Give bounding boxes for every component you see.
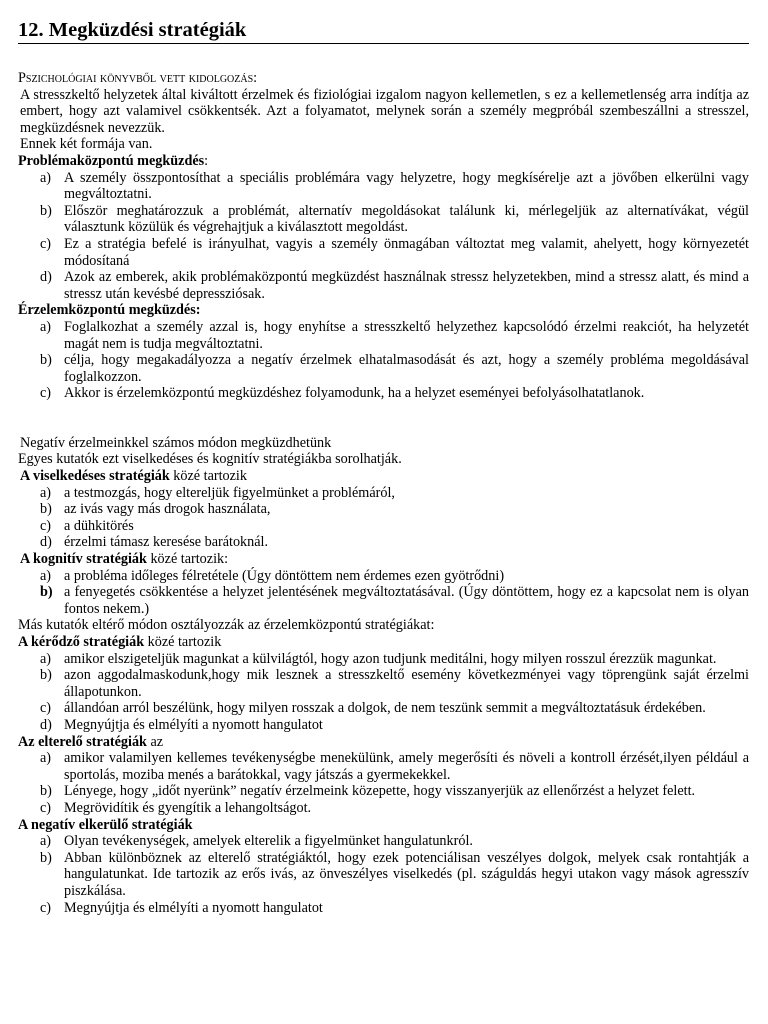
cognitive-heading: A kognitív stratégiák bbox=[20, 551, 147, 568]
list-label: c) bbox=[40, 385, 52, 402]
list-label: a) bbox=[40, 169, 52, 186]
other-researchers-sentence: Más kutatók eltérő módon osztályozzák az érzelemközpontú stratégiákat: bbox=[18, 617, 435, 634]
list-label: b) bbox=[40, 783, 52, 800]
list-label: b) bbox=[40, 202, 52, 219]
list-text: Megnyújtja és elmélyíti a nyomott hangulatot bbox=[64, 899, 323, 916]
ruminative-heading-line bbox=[18, 634, 749, 651]
list-item bbox=[18, 518, 749, 535]
list-text: a fenyegetés csökkentése a helyzet jelentésének megváltoztatásával. (Úgy döntöttem, hogy ez a kapcsolat nem is olyan fontos nekem.) bbox=[64, 584, 749, 617]
list-label: a) bbox=[40, 833, 52, 850]
list-label: b) bbox=[40, 584, 53, 601]
list-text: amikor elszigeteljük magunkat a külvilágtól, hogy azon tudjunk meditálni, hogy milyen rosszul érezzük magunkat. bbox=[64, 650, 717, 667]
list-item bbox=[18, 833, 749, 850]
list-label: c) bbox=[40, 799, 52, 816]
list-item bbox=[18, 783, 749, 800]
list-label: c) bbox=[40, 235, 52, 252]
document-page bbox=[18, 18, 749, 916]
ruminative-heading: A kérődző stratégiák bbox=[18, 634, 145, 650]
list-text: Akkor is érzelemközpontú megküzdéshez folyamodunk, ha a helyzet eseményei befolyásolhatatlanok. bbox=[64, 385, 645, 402]
distracting-heading: Az elterelő stratégiák bbox=[18, 733, 147, 750]
list-item bbox=[18, 717, 749, 734]
page-title: 12. Megküzdési stratégiák bbox=[18, 18, 749, 44]
list-label: a) bbox=[40, 650, 52, 667]
list-item bbox=[18, 269, 749, 302]
list-item bbox=[18, 203, 749, 236]
list-text: a dühkitörés bbox=[64, 517, 134, 534]
source-label: Pszichológiai könyvből vett kidolgozás: bbox=[18, 70, 258, 86]
list-item bbox=[18, 800, 749, 817]
list-text: a probléma időleges félretétele (Úgy döntöttem nem érdemes ezen gyötrődni) bbox=[64, 567, 505, 584]
problem-focused-heading: Problémaközpontú megküzdés bbox=[18, 152, 205, 169]
intro-paragraph: A stresszkeltő helyzetek által kiváltott érzelmek és fiziológiai izgalom nagyon kellemetlen, s ez a kellemetlenség arra indítja az embert, hogy azt valamivel csökkentsék. Azt a folyamatot, melynek során a személy megpróbál szembeszállni a stresszel, megküzdésnek nevezzük. bbox=[20, 86, 749, 136]
list-text: Megrövidítik és gyengítik a lehangoltságot. bbox=[64, 799, 312, 816]
list-text: állandóan arról beszélünk, hogy milyen rosszak a dolgok, de nem teszünk semmit a megváltoztatásuk érdekében. bbox=[64, 700, 706, 717]
list-text: Foglalkozhat a személy azzal is, hogy enyhítse a stresszkeltő helyzethez kapcsolódó érzelmi reakciót, ha helyzetét magát nem is tudja megváltoztatni. bbox=[64, 318, 749, 352]
list-label: b) bbox=[40, 501, 52, 518]
list-label: a) bbox=[40, 750, 52, 767]
list-text: Azok az emberek, akik problémaközpontú megküzdést használnak stressz helyzetekben, mind a stressz alatt, és mind a stressz után kevésbé depressziósak. bbox=[64, 269, 749, 302]
list-label: c) bbox=[40, 700, 52, 717]
negative-emotions-sentence: Negatív érzelmeinkkel számos módon megküzdhetünk bbox=[20, 434, 332, 451]
list-label: c) bbox=[40, 517, 52, 534]
list-label: d) bbox=[40, 534, 52, 551]
section-gap bbox=[18, 402, 749, 435]
list-item bbox=[18, 319, 749, 352]
list-item bbox=[18, 485, 749, 502]
list-text: Lényege, hogy „időt nyerünk” negatív érzelmeink közepette, hogy visszanyerjük az ellenőrzést a helyzet felett. bbox=[64, 783, 696, 800]
list-label: a) bbox=[40, 567, 52, 584]
list-text: amikor valamilyen kellemes tevékenységbe menekülünk, amely megerősíti és növeli a kontroll érzését,ilyen például a sportolás, moziba menés a barátokkal, vagy játszás a gyermekekkel. bbox=[64, 750, 749, 783]
list-label: b) bbox=[40, 352, 52, 369]
list-item bbox=[18, 700, 749, 717]
list-text: Először meghatározzuk a problémát, alternatív megoldásokat találunk ki, mérlegeljük az alternatívákat, végül választunk közülük és végrehajtjuk a kiválasztott megoldást. bbox=[64, 202, 749, 236]
list-text: Abban különböznek az elterelő stratégiáktól, hogy ezek potenciálisan veszélyes dolgok, melyek csak rontahtják a hangulatunkat. Ide tartozik az erős ivás, az önveszélyes viselkedés (pl. száguldás hegyi utakon vagy mások agresszív piszkálása. bbox=[64, 849, 749, 899]
list-label: d) bbox=[40, 269, 52, 286]
list-item bbox=[18, 667, 749, 700]
two-forms-sentence: Ennek két formája van. bbox=[20, 136, 153, 153]
list-label: a) bbox=[40, 318, 52, 335]
cognitive-list bbox=[18, 568, 749, 618]
list-label: c) bbox=[40, 899, 52, 916]
list-item bbox=[18, 352, 749, 385]
avoidant-heading: A negatív elkerülő stratégiák bbox=[18, 816, 193, 833]
distracting-list bbox=[18, 750, 749, 816]
list-label: b) bbox=[40, 667, 52, 684]
classification-sentence: Egyes kutatók ezt viselkedéses és kognitív stratégiákba sorolhatják. bbox=[18, 451, 402, 468]
distracting-suffix: az bbox=[146, 733, 164, 750]
list-item bbox=[18, 850, 749, 900]
list-item bbox=[18, 750, 749, 783]
cognitive-suffix: közé tartozik: bbox=[146, 551, 229, 568]
list-item bbox=[18, 501, 749, 518]
list-item bbox=[18, 900, 749, 917]
problem-focused-colon: : bbox=[204, 152, 209, 169]
list-item bbox=[18, 385, 749, 402]
list-label: d) bbox=[40, 716, 52, 733]
ruminative-suffix: közé tartozik bbox=[144, 634, 222, 650]
list-text: Megnyújtja és elmélyíti a nyomott hangulatot bbox=[64, 716, 323, 733]
list-text: Ez a stratégia befelé is irányulhat, vagyis a személy önmagában változtat meg valamit, ahelyett, hogy környezetét módosítaná bbox=[64, 235, 749, 269]
emotion-focused-heading: Érzelemközpontú megküzdés: bbox=[18, 302, 201, 319]
list-item bbox=[18, 534, 749, 551]
list-item bbox=[18, 568, 749, 585]
list-text: Olyan tevékenységek, amelyek elterelik a figyelmünket hangulatunkról. bbox=[64, 833, 473, 850]
behavioral-suffix: közé tartozik bbox=[169, 468, 247, 485]
list-item bbox=[18, 236, 749, 269]
list-label: b) bbox=[40, 849, 52, 866]
behavioral-list bbox=[18, 485, 749, 551]
list-text: érzelmi támasz keresése barátoknál. bbox=[64, 534, 269, 551]
list-item bbox=[18, 651, 749, 668]
emotion-focused-list bbox=[18, 319, 749, 402]
list-text: a testmozgás, hogy eltereljük figyelmünket a problémáról, bbox=[64, 484, 395, 501]
problem-focused-heading-line bbox=[18, 153, 749, 170]
list-text: az ivás vagy más drogok használata, bbox=[64, 501, 271, 518]
avoidant-list bbox=[18, 833, 749, 916]
behavioral-heading-line bbox=[18, 468, 749, 485]
list-text: azon aggodalmaskodunk,hogy mik lesznek a stresszkeltő esemény következményei vagy töprengünk saját érzelmi állapotunkon. bbox=[64, 667, 749, 700]
cognitive-heading-line bbox=[18, 551, 749, 568]
behavioral-heading: A viselkedéses stratégiák bbox=[20, 468, 170, 485]
problem-focused-list bbox=[18, 170, 749, 303]
list-text: A személy összpontosíthat a speciális problémára vagy helyzetre, hogy megkísérelje azt a jövőben elkerülni vagy megváltoztatni. bbox=[64, 169, 749, 203]
list-item bbox=[18, 170, 749, 203]
distracting-heading-line bbox=[18, 734, 749, 751]
list-label: a) bbox=[40, 484, 52, 501]
list-item bbox=[18, 584, 749, 617]
list-text: célja, hogy megakadályozza a negatív érzelmek elhatalmasodását és azt, hogy a személy probléma megoldásával foglalkozzon. bbox=[64, 352, 749, 385]
ruminative-list bbox=[18, 651, 749, 734]
